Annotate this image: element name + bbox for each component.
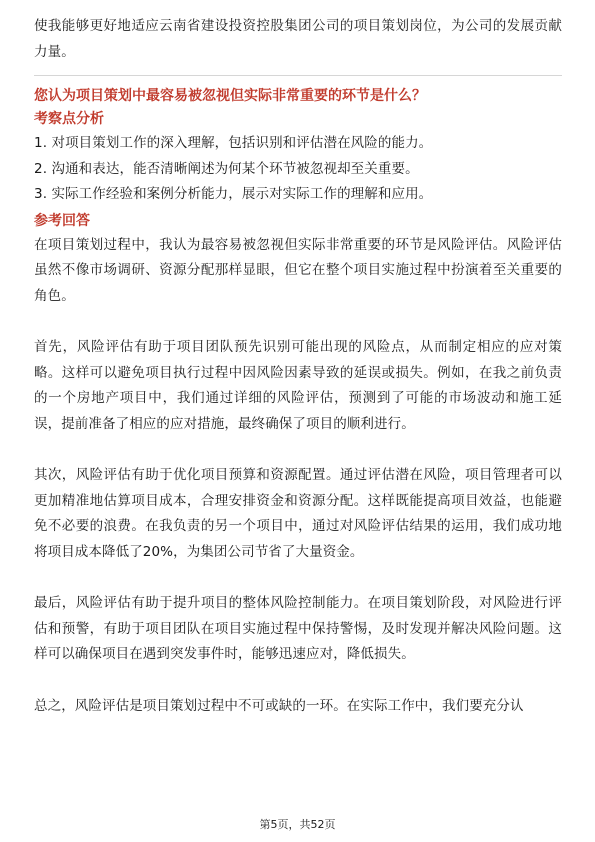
page-content <box>34 14 562 719</box>
answer-paragraph: 其次，风险评估有助于优化项目预算和资源配置。通过评估潜在风险，项目管理者可以更加精准地估算项目成本，合理安排资金和资源分配。这样既能提高项目效益，也能避免不必要的浪费。在我负责的另一个项目中，通过对风险评估结果的运用，我们成功地将项目成本降低了20%，为集团公司节省了大量资金。 <box>34 467 562 560</box>
section-divider <box>34 75 562 76</box>
page-number-footer: 第5页，共52页 <box>259 818 336 831</box>
question-heading: 您认为项目策划中最容易被忽视但实际非常重要的环节是什么？ <box>34 88 426 104</box>
answer-paragraph: 首先，风险评估有助于项目团队预先识别可能出现的风险点，从而制定相应的应对策略。这样可以避免项目执行过程中因风险因素导致的延误或损失。例如，在我之前负责的一个房地产项目中，我们通过详细的风险评估，预测到了可能的市场波动和施工延误，提前准备了相应的应对措施，最终确保了项目的顺利进行。 <box>34 339 562 432</box>
answer-paragraph: 在项目策划过程中，我认为最容易被忽视但实际非常重要的环节是风险评估。风险评估虽然不像市场调研、资源分配那样显眼，但它在整个项目实施过程中扮演着至关重要的角色。 <box>34 236 562 304</box>
paragraph-gap <box>34 565 562 591</box>
answer-paragraph: 最后，风险评估有助于提升项目的整体风险控制能力。在项目策划阶段，对风险进行评估和预警，有助于项目团队在项目实施过程中保持警惕，及时发现并解决风险问题。这样可以确保项目在遇到突发事件时，能够迅速应对，降低损失。 <box>34 595 562 662</box>
answer-paragraph: 总之，风险评估是项目策划过程中不可或缺的一环。在实际工作中，我们要充分认 <box>34 697 524 714</box>
paragraph-gap <box>34 309 562 335</box>
analysis-title: 考察点分析 <box>34 111 104 127</box>
answer-title: 参考回答 <box>34 212 90 229</box>
paragraph-gap <box>34 668 562 694</box>
analysis-item: 3. 实际工作经验和案例分析能力，展示对实际工作的理解和应用。 <box>34 186 433 202</box>
paragraph-gap <box>34 437 562 463</box>
intro-continuation: 使我能够更好地适应云南省建设投资控股集团公司的项目策划岗位，为公司的发展贡献力量。 <box>34 18 562 60</box>
analysis-item: 2. 沟通和表达，能否清晰阐述为何某个环节被忽视却至关重要。 <box>34 160 419 177</box>
analysis-item: 1. 对项目策划工作的深入理解，包括识别和评估潜在风险的能力。 <box>34 135 433 151</box>
